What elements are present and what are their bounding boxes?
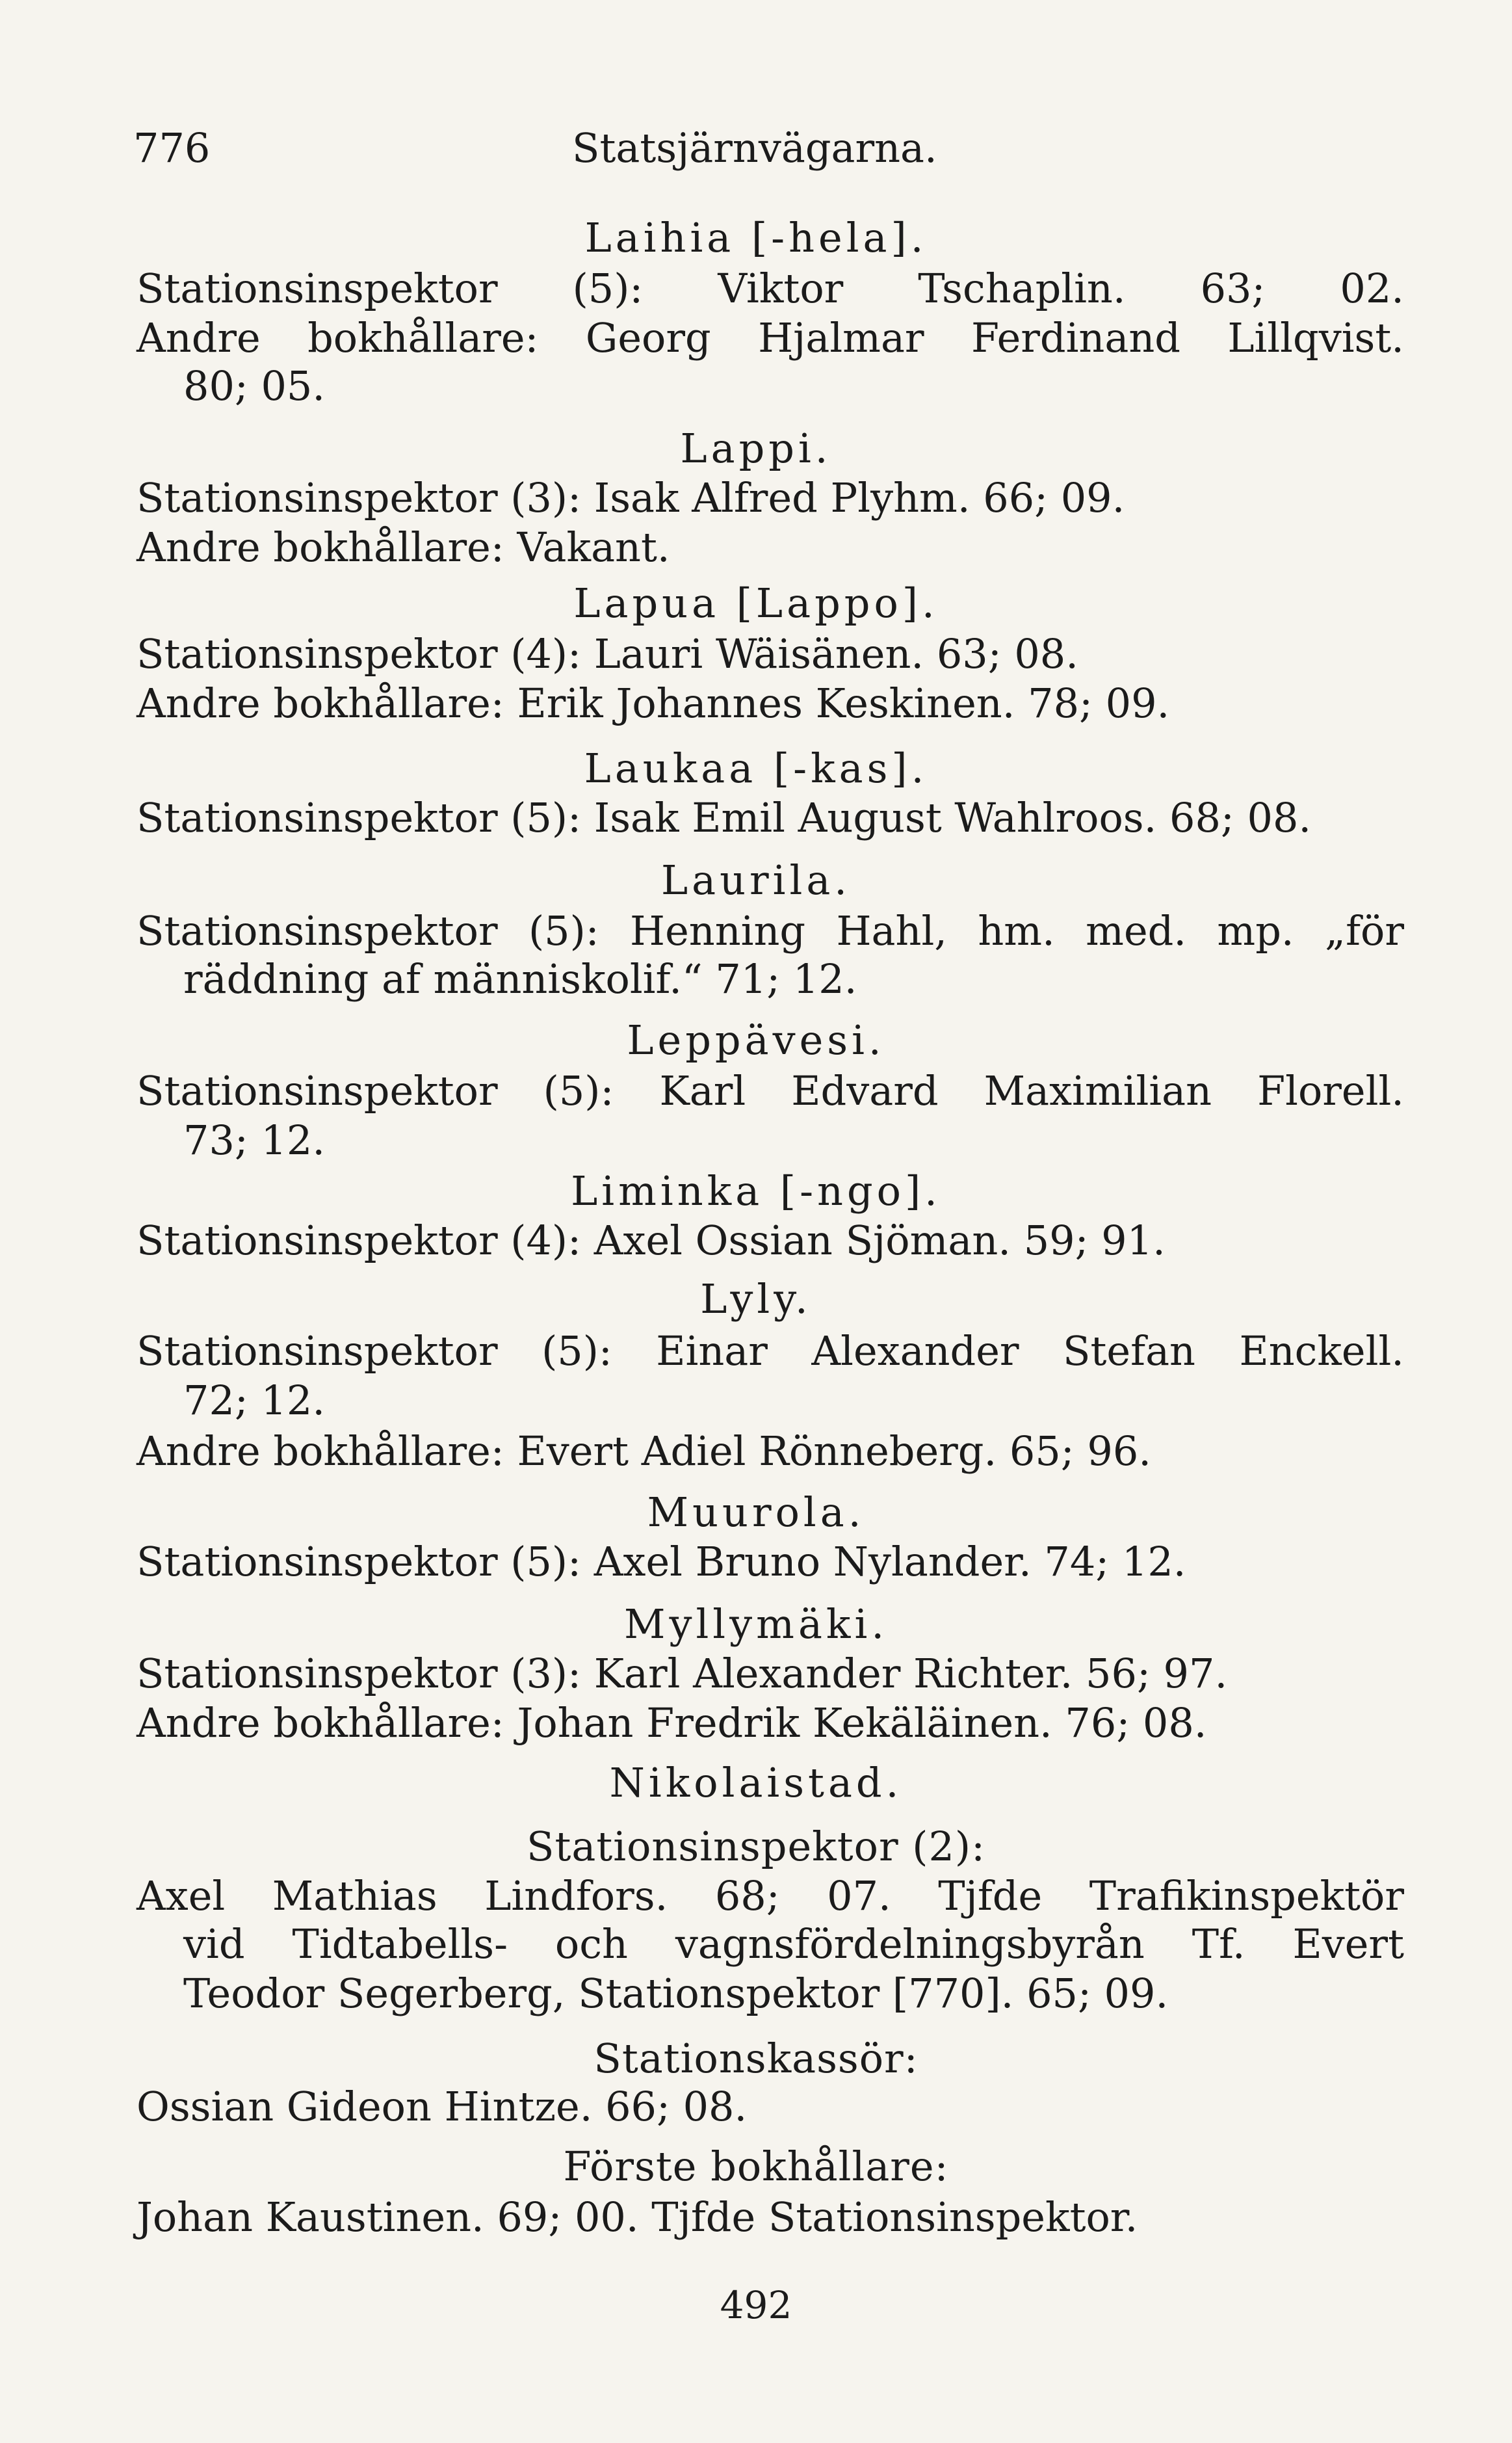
section-subheading: Förste bokhållare: xyxy=(563,2143,949,2190)
station-heading: Laukaa [-kas]. xyxy=(584,745,928,792)
station-heading: Laihia [-hela]. xyxy=(584,214,928,261)
station-heading: Leppävesi. xyxy=(627,1016,885,1064)
text-line: Andre bokhållare: Johan Fredrik Kekäläinen. 76; 08. xyxy=(137,1699,1207,1747)
text-line: Stationsinspektor (4): Lauri Wäisänen. 63; 08. xyxy=(137,630,1078,678)
text-line: Andre bokhållare: Erik Johannes Keskinen. 78; 09. xyxy=(137,680,1170,727)
text-line: 72; 12. xyxy=(183,1377,326,1424)
text-line: Stationsinspektor (5): Henning Hahl, hm. med. mp. „för xyxy=(137,907,1404,955)
text-line: Stationsinspektor (3): Karl Alexander Richter. 56; 97. xyxy=(137,1650,1228,1697)
text-line: Andre bokhållare: Evert Adiel Rönneberg. 65; 96. xyxy=(137,1427,1151,1475)
text-line: vid Tidtabells- och vagnsfördelningsbyrån Tf. Evert xyxy=(183,1920,1404,1968)
text-line: Stationsinspektor (5): Axel Bruno Nylander. 74; 12. xyxy=(137,1538,1186,1585)
text-line: räddning af människolif.“ 71; 12. xyxy=(183,955,857,1003)
text-line: Stationsinspektor (5): Viktor Tschaplin. 63; 02. xyxy=(137,265,1404,312)
station-heading: Liminka [-ngo]. xyxy=(571,1167,941,1215)
text-line: Stationsinspektor (5): Karl Edvard Maximilian Florell. xyxy=(137,1067,1404,1115)
text-line: Ossian Gideon Hintze. 66; 08. xyxy=(137,2083,748,2130)
text-line: Axel Mathias Lindfors. 68; 07. Tjfde Trafikinspektör xyxy=(137,1872,1404,1920)
text-line: Teodor Segerberg, Stationspektor [770]. 65; 09. xyxy=(183,1970,1169,2017)
section-subheading: Stationsinspektor (2): xyxy=(527,1823,985,1870)
text-line: Johan Kaustinen. 69; 00. Tjfde Stationsinspektor. xyxy=(137,2193,1138,2241)
station-heading: Myllymäki. xyxy=(623,1600,889,1648)
text-line: 80; 05. xyxy=(183,362,326,410)
station-heading: Lapua [Lappo]. xyxy=(573,579,939,627)
station-heading: Muurola. xyxy=(647,1488,865,1536)
signature-mark: 492 xyxy=(720,2283,792,2327)
station-heading: Lyly. xyxy=(700,1275,812,1323)
page-number: 776 xyxy=(133,124,211,172)
text-line: Stationsinspektor (3): Isak Alfred Plyhm. 66; 09. xyxy=(137,474,1125,522)
text-line: Stationsinspektor (5): Einar Alexander Stefan Enckell. xyxy=(137,1327,1404,1375)
text-line: 73; 12. xyxy=(183,1116,326,1164)
station-heading: Nikolaistad. xyxy=(609,1759,903,1806)
station-heading: Laurila. xyxy=(660,856,852,904)
section-subheading: Stationskassör: xyxy=(593,2035,919,2082)
station-heading: Lappi. xyxy=(680,425,832,472)
text-line: Stationsinspektor (5): Isak Emil August Wahlroos. 68; 08. xyxy=(137,794,1312,841)
running-title: Statsjärnvägarna. xyxy=(572,124,937,172)
text-line: Andre bokhållare: Georg Hjalmar Ferdinand Lillqvist. xyxy=(137,314,1404,362)
text-line: Andre bokhållare: Vakant. xyxy=(137,523,670,571)
text-line: Stationsinspektor (4): Axel Ossian Sjöman. 59; 91. xyxy=(137,1217,1166,1264)
